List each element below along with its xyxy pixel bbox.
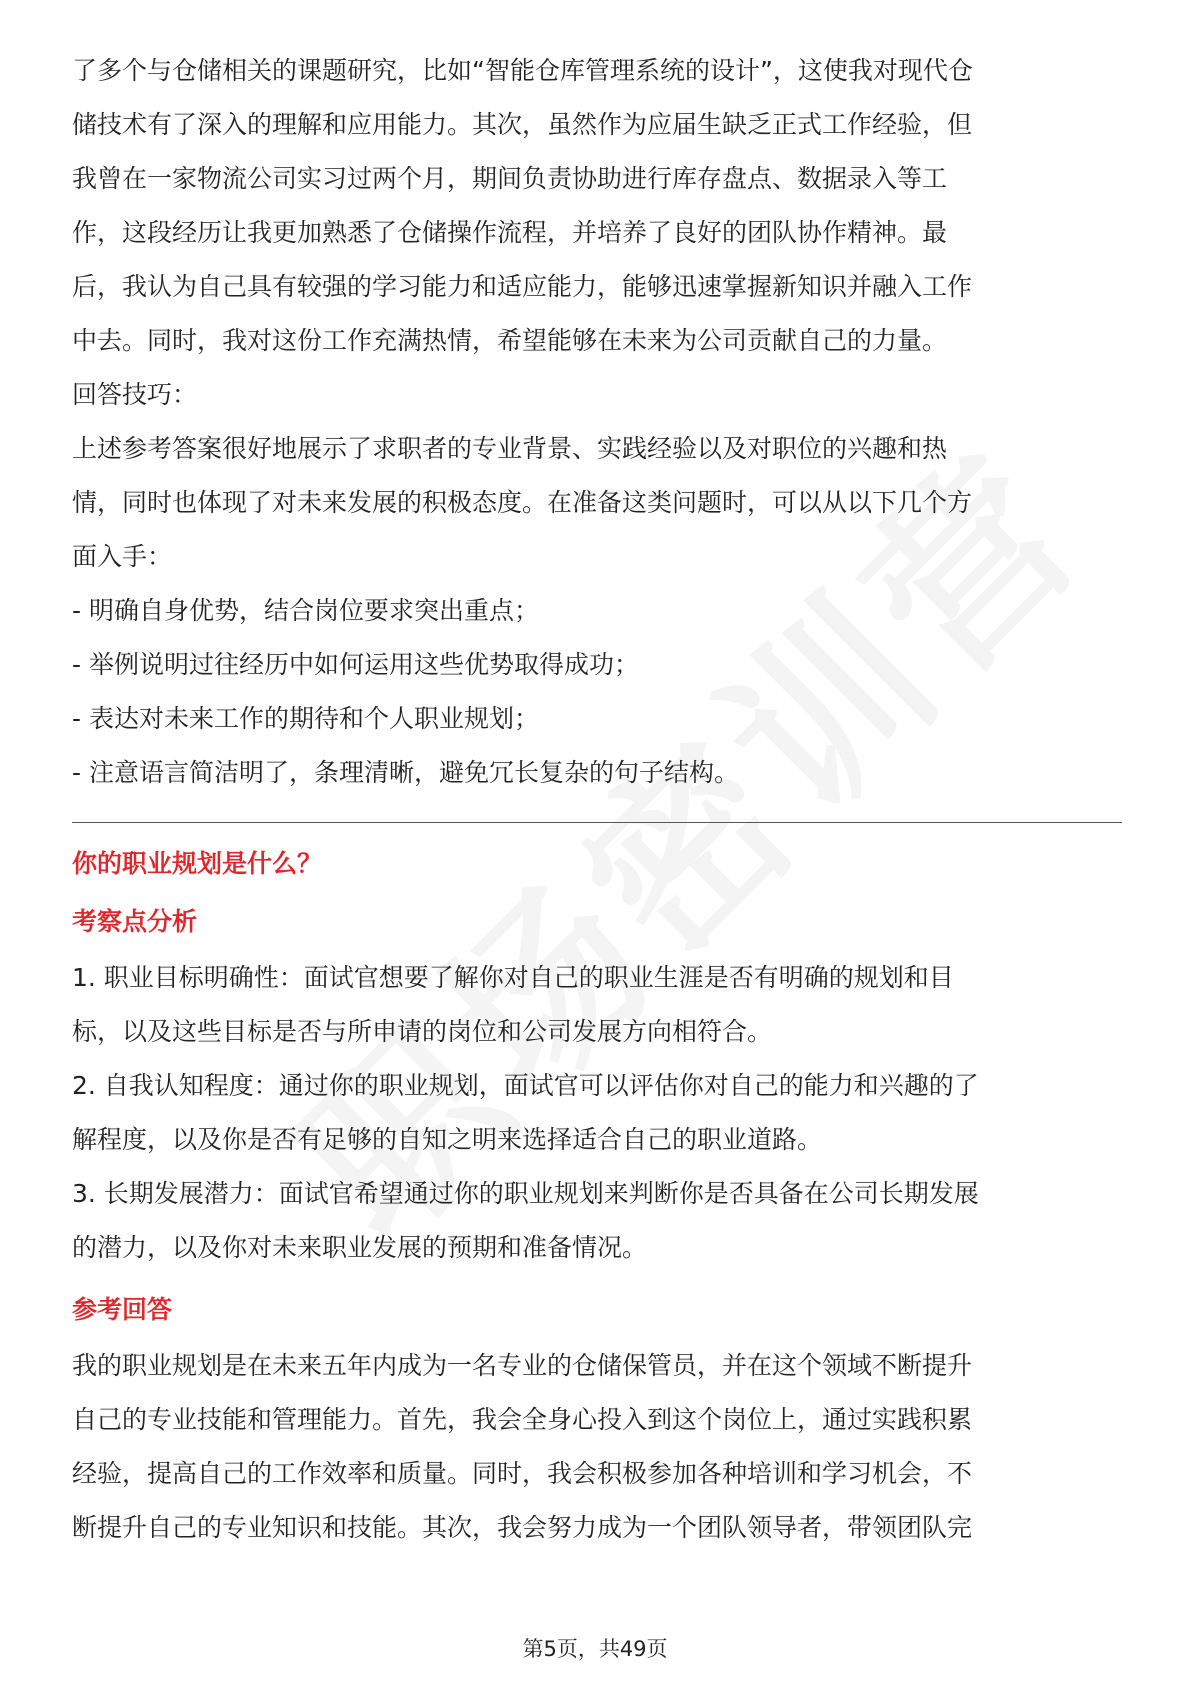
tips-label: 回答技巧： [72,380,198,409]
text-line: 我曾在一家物流公司实习过两个月，期间负责协助进行库存盘点、数据录入等工 [72,164,948,193]
answer-paragraph [72,1339,1122,1555]
tips-list [72,584,1122,800]
text-line: 后，我认为自己具有较强的学习能力和适应能力，能够迅速掌握新知识并融入工作 [72,272,973,301]
list-item: - 注意语言简洁明了，条理清晰，避免冗长复杂的句子结构。 [72,758,739,787]
analysis-heading: 考察点分析 [72,907,198,936]
text-line: 储技术有了深入的理解和应用能力。其次，虽然作为应届生缺乏正式工作经验，但 [72,110,973,139]
text-line: 中去。同时，我对这份工作充满热情，希望能够在未来为公司贡献自己的力量。 [72,326,948,355]
text-line: 上述参考答案很好地展示了求职者的专业背景、实践经验以及对职位的兴趣和热 [72,434,948,463]
text-line: 3. 长期发展潜力：面试官希望通过你的职业规划来判断你是否具备在公司长期发展 [72,1179,979,1208]
text-line: 经验，提高自己的工作效率和质量。同时，我会积极参加各种培训和学习机会，不 [72,1459,973,1488]
text-line: 情，同时也体现了对未来发展的积极态度。在准备这类问题时，可以从以下几个方 [72,488,973,517]
list-item: - 表达对未来工作的期待和个人职业规划； [72,704,539,733]
page-content [72,44,1122,1555]
text-line: 的潜力，以及你对未来职业发展的预期和准备情况。 [72,1233,648,1262]
list-item: - 明确自身优势，结合岗位要求突出重点； [72,596,539,625]
analysis-list [72,951,1122,1275]
text-line: 断提升自己的专业知识和技能。其次，我会努力成为一个团队领导者，带领团队完 [72,1513,973,1542]
text-line: 了多个与仓储相关的课题研究，比如“智能仓库管理系统的设计”，这使我对现代仓 [72,56,973,85]
text-line: 1. 职业目标明确性：面试官想要了解你对自己的职业生涯是否有明确的规划和目 [72,963,954,992]
text-line: 2. 自我认知程度：通过你的职业规划，面试官可以评估你对自己的能力和兴趣的了 [72,1071,979,1100]
page-footer: 第5页，共49页 [522,1637,668,1661]
text-line: 解程度，以及你是否有足够的自知之明来选择适合自己的职业道路。 [72,1125,823,1154]
answer-heading: 参考回答 [72,1295,173,1324]
question-title: 你的职业规划是什么？ [72,849,323,878]
text-line: 面入手： [72,542,173,571]
list-item: - 举例说明过往经历中如何运用这些优势取得成功； [72,650,639,679]
text-line: 我的职业规划是在未来五年内成为一名专业的仓储保管员，并在这个领域不断提升 [72,1351,973,1380]
text-line: 标，以及这些目标是否与所申请的岗位和公司发展方向相符合。 [72,1017,773,1046]
section-divider [72,822,1122,823]
text-line: 作，这段经历让我更加熟悉了仓储操作流程，并培养了良好的团队协作精神。最 [72,218,948,247]
intro-paragraph [72,44,1122,368]
tips-paragraph [72,422,1122,584]
text-line: 自己的专业技能和管理能力。首先，我会全身心投入到这个岗位上，通过实践积累 [72,1405,973,1434]
